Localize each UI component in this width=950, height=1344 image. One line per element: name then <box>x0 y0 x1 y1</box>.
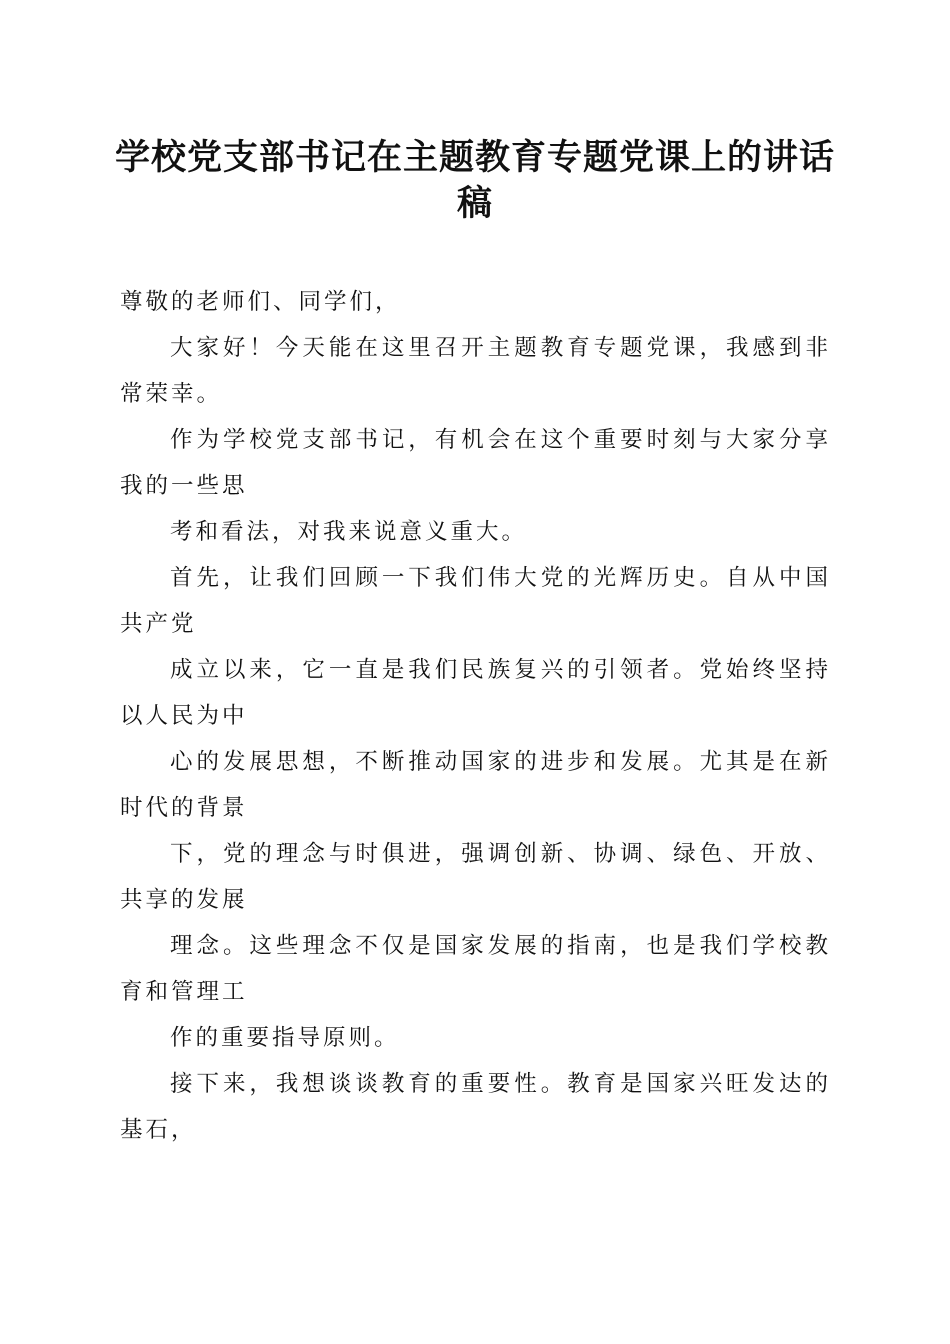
paragraph-line: 我的一些思 <box>120 473 248 499</box>
paragraph-line: 理念。这些理念不仅是国家发展的指南，也是我们学校教 <box>170 933 828 959</box>
title-line-1: 学校党支部书记在主题教育专题党课上的讲话 <box>114 137 835 178</box>
paragraph-line: 基石， <box>120 1117 197 1143</box>
document-title <box>100 135 850 227</box>
document-body <box>120 279 828 1153</box>
paragraph-line: 作为学校党支部书记，有机会在这个重要时刻与大家分享 <box>170 427 828 453</box>
salutation-line: 尊敬的老师们、同学们， <box>120 289 401 315</box>
paragraph-line: 育和管理工 <box>120 979 248 1005</box>
paragraph-line: 作的重要指导原则。 <box>170 1025 400 1051</box>
paragraph-line: 接下来，我想谈谈教育的重要性。教育是国家兴旺发达的 <box>170 1071 828 1097</box>
paragraph-line: 时代的背景 <box>120 795 248 821</box>
paragraph-line: 大家好！今天能在这里召开主题教育专题党课，我感到非 <box>170 335 828 361</box>
paragraph-line: 成立以来，它一直是我们民族复兴的引领者。党始终坚持 <box>170 657 828 683</box>
paragraph-line: 共享的发展 <box>120 887 248 913</box>
paragraph-line: 共产党 <box>120 611 197 637</box>
paragraph-line: 心的发展思想，不断推动国家的进步和发展。尤其是在新 <box>170 749 828 775</box>
title-line-2: 稿 <box>456 183 493 224</box>
paragraph-line: 以人民为中 <box>120 703 248 729</box>
paragraph-line: 考和看法，对我来说意义重大。 <box>170 519 528 545</box>
paragraph-line: 常荣幸。 <box>120 381 223 407</box>
paragraph-line: 首先，让我们回顾一下我们伟大党的光辉历史。自从中国 <box>170 565 828 591</box>
paragraph-line: 下，党的理念与时俱进，强调创新、协调、绿色、开放、 <box>170 841 828 867</box>
